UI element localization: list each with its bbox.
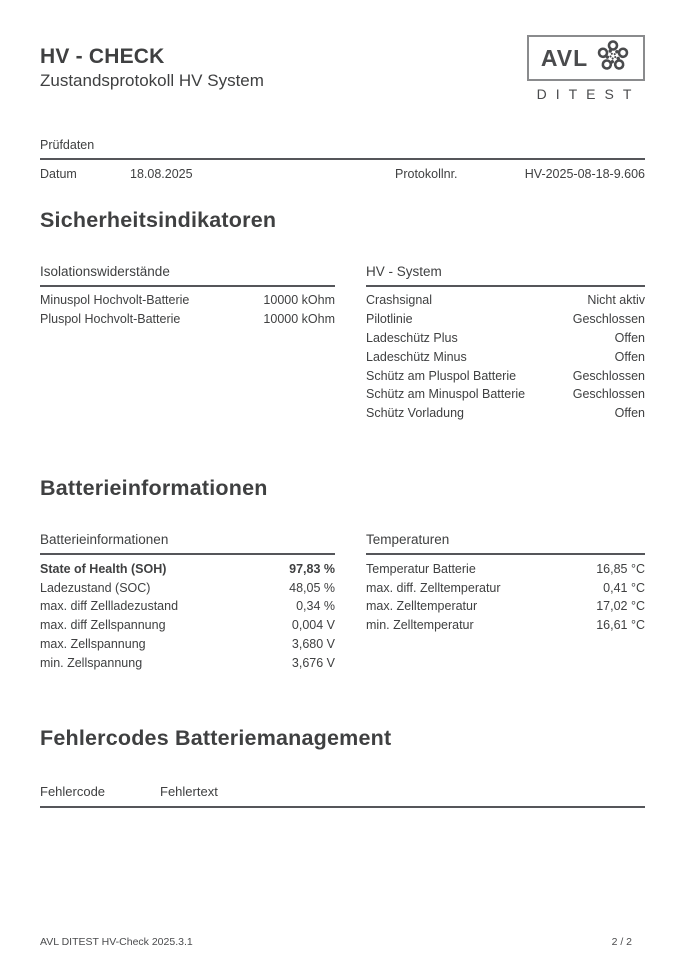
pinwheel-icon [595, 38, 631, 79]
row-value: 0,34 % [296, 599, 335, 614]
fehlercodes-section [40, 726, 645, 812]
row-value: Offen [614, 406, 645, 421]
section-title-batterieinformationen: Batterieinformationen [40, 476, 268, 501]
table-row [366, 329, 645, 348]
hv-system-rows [366, 287, 645, 422]
table-row [366, 310, 645, 329]
row-label: Crashsignal [366, 293, 433, 308]
row-label: Pilotlinie [366, 312, 413, 327]
table-row [366, 385, 645, 404]
row-value: 3,676 V [291, 655, 335, 670]
temperaturen-rows [366, 555, 645, 634]
row-label: min. Zellspannung [40, 655, 143, 670]
row-label: Ladeschütz Minus [366, 349, 467, 364]
hv-system-heading: HV - System [366, 264, 645, 287]
batterie-columns [40, 532, 645, 672]
table-row [40, 653, 335, 672]
batterie-info-table [40, 532, 335, 672]
table-row [40, 635, 335, 654]
row-label: max. diff. Zelltemperatur [366, 580, 501, 595]
hv-system-table [366, 264, 645, 422]
row-label: Schütz Vorladung [366, 406, 464, 421]
fehlercodes-table-header [40, 784, 645, 808]
row-value: 10000 kOhm [263, 312, 335, 327]
table-row [40, 291, 335, 310]
row-label: Schütz am Pluspol Batterie [366, 368, 517, 383]
table-row [40, 616, 335, 635]
batterie-info-heading: Batterieinformationen [40, 532, 335, 555]
row-label: max. diff Zellladezustand [40, 599, 179, 614]
batterie-section [40, 476, 645, 672]
row-value: 17,02 °C [596, 599, 645, 614]
section-title-fehlercodes: Fehlercodes Batteriemanagement [40, 726, 392, 751]
row-label: Temperatur Batterie [366, 561, 476, 576]
table-row [366, 597, 645, 616]
logo-brand-text: AVL [540, 44, 589, 71]
isolation-table [40, 264, 335, 329]
row-label: max. Zelltemperatur [366, 599, 478, 614]
datum-group [40, 167, 395, 181]
pruefdaten-row [40, 167, 645, 181]
avl-ditest-logo [527, 35, 645, 102]
table-row [40, 310, 335, 329]
row-value: Offen [614, 349, 645, 364]
document-header [40, 45, 645, 102]
row-value: Nicht aktiv [587, 293, 645, 308]
table-row [40, 597, 335, 616]
datum-value: 18.08.2025 [130, 167, 193, 181]
protokollnr-group [395, 167, 645, 181]
row-value: 10000 kOhm [263, 293, 335, 308]
row-value: 16,85 °C [596, 561, 645, 576]
row-label: Schütz am Minuspol Batterie [366, 387, 526, 402]
pruefdaten-section [40, 138, 645, 181]
row-value: 3,680 V [291, 636, 335, 651]
table-row [366, 616, 645, 635]
row-label: Pluspol Hochvolt-Batterie [40, 312, 181, 327]
row-value: Geschlossen [572, 368, 645, 383]
batterie-info-rows [40, 555, 335, 672]
section-title-sicherheitsindikatoren: Sicherheitsindikatoren [40, 208, 277, 232]
table-row [366, 291, 645, 310]
table-row [366, 404, 645, 423]
logo-wordmark: DITEST [536, 86, 641, 102]
footer-app-version: AVL DITEST HV-Check 2025.3.1 [40, 936, 193, 948]
row-value: 97,83 % [289, 561, 335, 576]
table-row [366, 578, 645, 597]
temperaturen-heading: Temperaturen [366, 532, 645, 555]
sicherheit-columns [40, 264, 645, 422]
protokollnr-value: HV-2025-08-18-9.606 [524, 167, 645, 181]
isolation-heading: Isolationswiderstände [40, 264, 335, 287]
row-value: 16,61 °C [596, 618, 645, 633]
row-value: 0,41 °C [603, 580, 645, 595]
row-value: 48,05 % [289, 580, 335, 595]
logo-box [527, 35, 645, 81]
fehlercode-column-header: Fehlercode [40, 784, 106, 800]
table-row [366, 559, 645, 578]
temperaturen-table [366, 532, 645, 634]
page-number: 2 / 2 [611, 936, 632, 948]
document-title: HV - CHECK [40, 45, 165, 68]
pruefdaten-heading: Prüfdaten [40, 138, 645, 160]
row-value: Geschlossen [572, 387, 645, 402]
table-row [366, 366, 645, 385]
table-row [40, 578, 335, 597]
table-row [40, 559, 335, 578]
protokollnr-label: Protokollnr. [395, 167, 458, 181]
row-label: min. Zelltemperatur [366, 618, 474, 633]
page-footer [40, 936, 645, 948]
fehlercodes-rows [40, 808, 645, 812]
row-label: State of Health (SOH) [40, 561, 167, 576]
row-value: Geschlossen [572, 312, 645, 327]
row-label: max. diff Zellspannung [40, 618, 166, 633]
row-value: 0,004 V [291, 618, 335, 633]
fehlertext-column-header: Fehlertext [160, 784, 218, 800]
row-label: Minuspol Hochvolt-Batterie [40, 293, 190, 308]
datum-label: Datum [40, 167, 77, 181]
document-subtitle: Zustandsprotokoll HV System [40, 71, 264, 91]
row-label: Ladezustand (SOC) [40, 580, 151, 595]
isolation-rows [40, 287, 335, 329]
row-value: Offen [614, 330, 645, 345]
row-label: max. Zellspannung [40, 636, 146, 651]
title-block [40, 45, 264, 91]
table-row [366, 347, 645, 366]
row-label: Ladeschütz Plus [366, 330, 458, 345]
